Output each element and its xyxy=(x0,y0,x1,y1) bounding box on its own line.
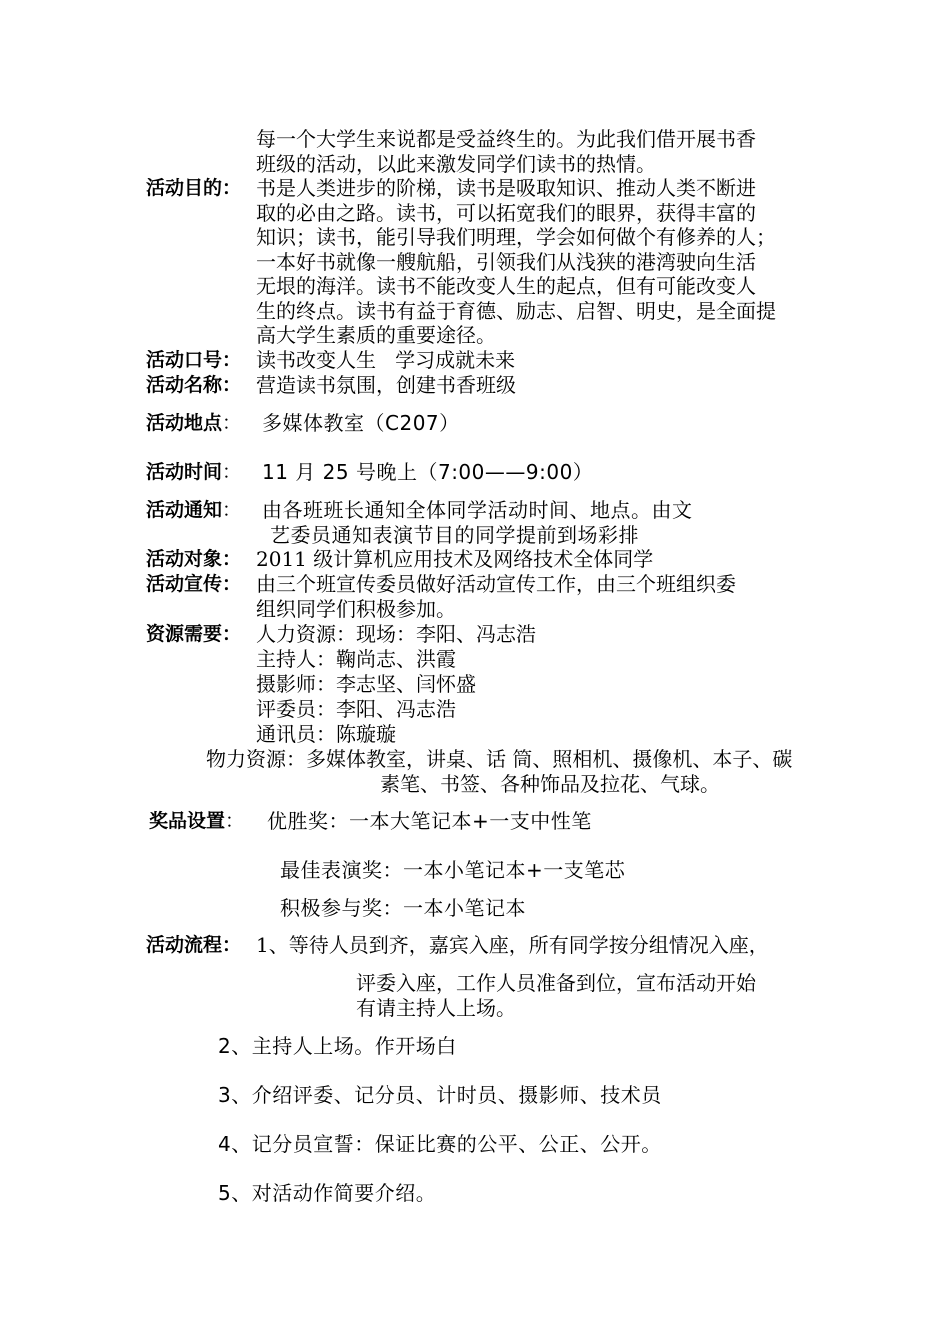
prizes-label-text: 奖品设置 xyxy=(149,810,226,832)
name-text: 营造读书氛围，创建书香班级 xyxy=(256,373,516,397)
purpose-line-5: 无垠的海洋。读书不能改变人生的起点，但有可能改变人 xyxy=(256,274,756,298)
process-step1-line-2: 评委入座，工作人员准备到位，宣布活动开始 xyxy=(356,971,756,995)
process-step-2: 2、主持人上场。作开场白 xyxy=(218,1034,457,1058)
prize-item-2: 最佳表演奖：一本小笔记本+一支笔芯 xyxy=(280,858,626,882)
target-text: 2011 级计算机应用技术及网络技术全体同学 xyxy=(256,547,654,571)
notice-line-2: 艺委员通知表演节目的同学提前到场彩排 xyxy=(270,523,639,547)
time-label-text: 活动时间 xyxy=(146,461,223,483)
time-label xyxy=(146,460,241,485)
process-step1-line-3: 有请主持人上场。 xyxy=(356,996,516,1020)
notice-label-text: 活动通知 xyxy=(146,499,223,521)
resources-label: 资源需要： xyxy=(146,623,242,645)
location-colon: ： xyxy=(222,412,242,434)
target-label: 活动对象： xyxy=(146,548,242,570)
slogan-text: 读书改变人生 学习成就未来 xyxy=(256,348,516,372)
notice-line-1: 由各班班长通知全体同学活动时间、地点。由文 xyxy=(262,498,693,522)
prize-item-1: 优胜奖：一本大笔记本+一支中性笔 xyxy=(267,809,592,833)
location-label-text: 活动地点 xyxy=(146,412,223,434)
resources-human-4: 评委员：李阳、冯志浩 xyxy=(256,697,456,721)
publicity-line-1: 由三个班宣传委员做好活动宣传工作，由三个班组织委 xyxy=(256,572,736,596)
intro-line-1: 每一个大学生来说都是受益终生的。为此我们借开展书香 xyxy=(256,127,756,151)
resources-material-2: 素笔、书签、各种饰品及拉花、气球。 xyxy=(380,772,720,796)
time-colon: ： xyxy=(222,461,242,483)
purpose-line-4: 一本好书就像一艘航船，引领我们从浅狭的港湾驶向生活 xyxy=(256,250,756,274)
process-step1-line-1: 1、等待人员到齐，嘉宾入座，所有同学按分组情况入座， xyxy=(256,933,769,957)
location-text: 多媒体教室（C207） xyxy=(262,411,460,435)
purpose-line-1: 书是人类进步的阶梯，读书是吸取知识、推动人类不断进 xyxy=(256,176,756,200)
resources-material-1: 物力资源：多媒体教室，讲桌、话 筒、照相机、摄像机、本子、碳 xyxy=(206,747,793,771)
purpose-line-3: 知识；读书，能引导我们明理，学会如何做个有修养的人； xyxy=(256,225,776,249)
purpose-line-6: 生的终点。读书有益于育德、励志、启智、明史，是全面提 xyxy=(256,299,776,323)
resources-human-1: 人力资源：现场：李阳、冯志浩 xyxy=(256,622,536,646)
name-label: 活动名称： xyxy=(146,374,242,396)
notice-label xyxy=(146,498,241,523)
process-label: 活动流程： xyxy=(146,934,242,956)
resources-human-5: 通讯员：陈璇璇 xyxy=(256,722,396,746)
process-step-5: 5、对活动作简要介绍。 xyxy=(218,1181,437,1205)
slogan-label: 活动口号： xyxy=(146,349,242,371)
location-label xyxy=(146,411,241,436)
process-step-4: 4、记分员宣誓：保证比赛的公平、公正、公开。 xyxy=(218,1132,662,1156)
purpose-label: 活动目的： xyxy=(146,177,242,199)
notice-colon: ： xyxy=(222,499,242,521)
time-text: 11 月 25 号晚上（7:00——9:00） xyxy=(262,460,594,484)
resources-human-3: 摄影师：李志坚、闫怀盛 xyxy=(256,672,476,696)
resources-human-2: 主持人：鞠尚志、洪霞 xyxy=(256,647,456,671)
prizes-label xyxy=(149,809,244,834)
publicity-label: 活动宣传： xyxy=(146,573,242,595)
process-step-3: 3、介绍评委、记分员、计时员、摄影师、技术员 xyxy=(218,1083,662,1107)
intro-line-2: 班级的活动，以此来激发同学们读书的热情。 xyxy=(256,152,656,176)
purpose-line-7: 高大学生素质的重要途径。 xyxy=(256,323,496,347)
purpose-line-2: 取的必由之路。读书，可以拓宽我们的眼界，获得丰富的 xyxy=(256,201,756,225)
prizes-colon: ： xyxy=(225,810,245,832)
prize-item-3: 积极参与奖：一本小笔记本 xyxy=(280,896,526,920)
publicity-line-2: 组织同学们积极参加。 xyxy=(256,597,456,621)
